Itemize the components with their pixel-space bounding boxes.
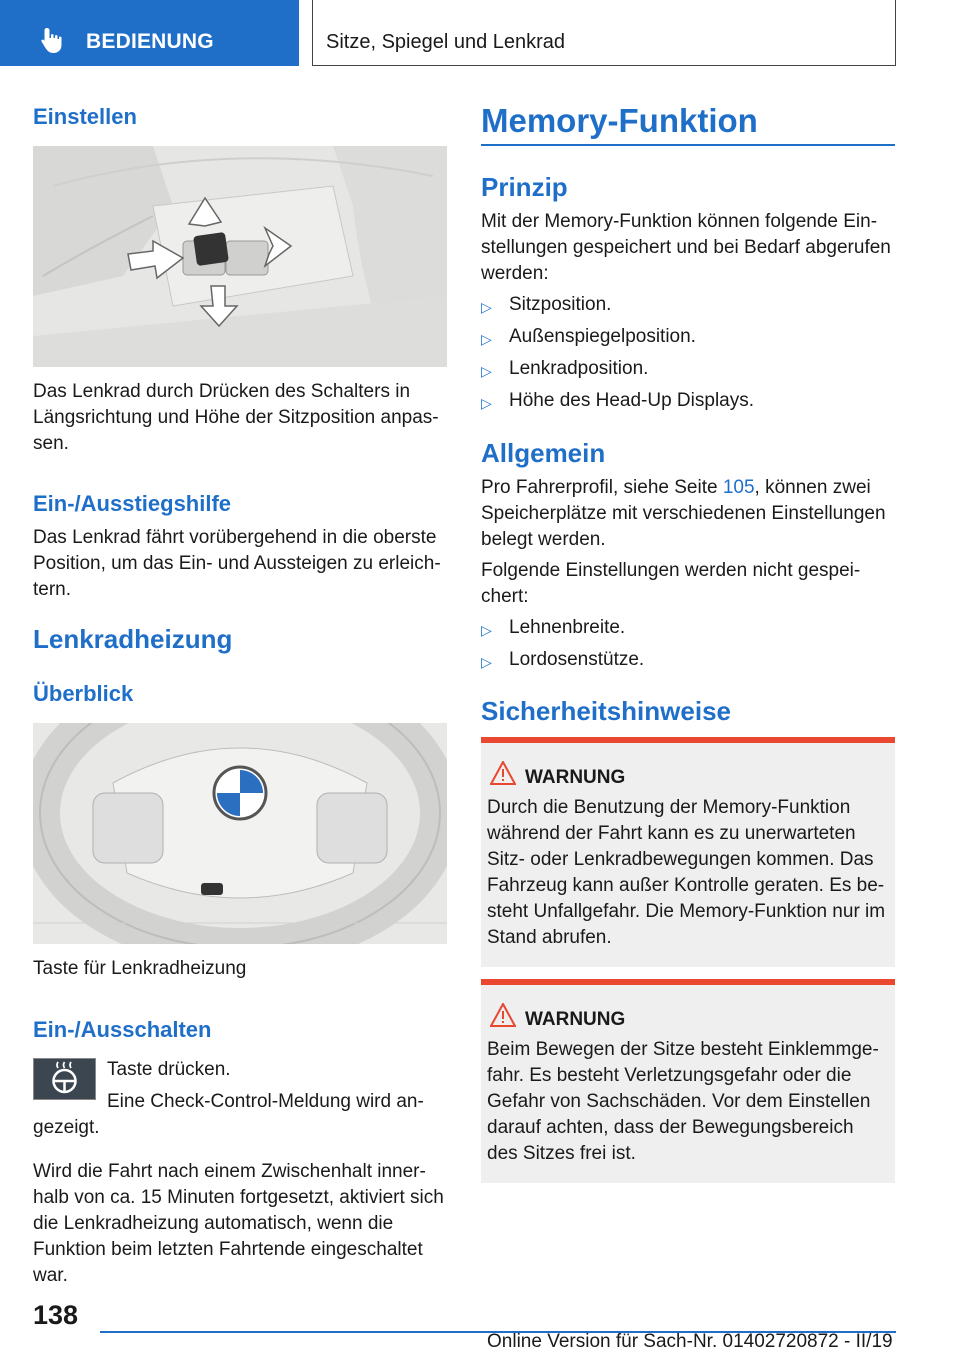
- caption-taste: Taste für Lenkradheizung: [33, 958, 247, 979]
- bullet-triangle-icon: ▷: [481, 331, 492, 347]
- warning-title: WARNUNG: [525, 1009, 626, 1030]
- warning-triangle-icon: [490, 761, 516, 785]
- warning-box-1: [481, 737, 895, 967]
- bullet-triangle-icon: ▷: [481, 299, 492, 315]
- hand-pointer-icon: [38, 26, 66, 54]
- section-tab: [0, 0, 299, 66]
- text-einstellen: Das Lenkrad durch Drücken des Schalters in Längsrichtung und Höhe der Sitzposition anpas-sen.: [33, 381, 439, 454]
- page-number: 138: [33, 1300, 79, 1330]
- heading-memory-funktion: Memory-Funktion: [481, 102, 758, 139]
- text-taste-druecken: Taste drücken.: [107, 1059, 231, 1080]
- heading-einausschalten: Ein-/Ausschalten: [33, 1017, 212, 1042]
- page-link[interactable]: 105: [722, 477, 755, 498]
- warning-text: Durch die Benutzung der Memory-Funktion während der Fahrt kann es zu unerwarteten Sitz- oder Lenkradbewegungen kommen. Das Fahrzeug kann außer Kontrolle geraten. Es be-steht Unfallgefahr. Die Memory-Funktion nur im Stand abrufen.: [487, 797, 886, 948]
- steering-wheel-image: [33, 723, 447, 944]
- bullet-triangle-icon: ▷: [481, 395, 492, 411]
- heading-einstiegshilfe: Ein-/Ausstiegshilfe: [33, 491, 232, 516]
- heading-einstellen: Einstellen: [33, 104, 137, 129]
- bullet-triangle-icon: ▷: [481, 622, 492, 638]
- bullet-triangle-icon: ▷: [481, 363, 492, 379]
- warning-title: WARNUNG: [525, 767, 626, 788]
- text-folgende: Folgende Einstellungen werden nicht gespei-chert:: [481, 560, 861, 607]
- text-meldung-line1: Eine Check-Control-Meldung wird an-: [107, 1091, 424, 1112]
- text-meldung-line2: gezeigt.: [33, 1117, 100, 1138]
- text-allgemein: Pro Fahrerprofil, siehe Seite 105, können zwei Speicherplätze mit verschiedenen Einstellungen belegt werden.: [481, 477, 886, 550]
- warning-triangle-icon: [490, 1003, 516, 1027]
- warning-box-2: [481, 979, 895, 1183]
- chapter-title: Sitze, Spiegel und Lenkrad: [326, 31, 566, 53]
- steering-wheel-heating-icon: [34, 1059, 95, 1099]
- text-fahrt: Wird die Fahrt nach einem Zwischenhalt inner-halb von ca. 15 Minuten fortgesetzt, aktiviert sich die Lenkradheizung automatisch, wenn die Funktion beim letzten Fahrtende eingeschaltet war.: [33, 1161, 444, 1286]
- bullet-triangle-icon: ▷: [481, 654, 492, 670]
- steering-adjust-image: [33, 146, 447, 367]
- steering-column-switch-illustration: [33, 146, 447, 367]
- heading-allgemein: Allgemein: [481, 438, 606, 468]
- text-einstiegshilfe: Das Lenkrad fährt vorübergehend in die oberste Position, um das Ein- und Aussteigen zu erleich-tern.: [33, 527, 441, 600]
- text-prinzip: Mit der Memory-Funktion können folgende Ein-stellungen gespeichert und bei Bedarf abgerufen werden:: [481, 211, 891, 284]
- heading-prinzip: Prinzip: [481, 172, 568, 202]
- steering-wheel-illustration: [33, 723, 447, 944]
- heading-lenkradheizung: Lenkradheizung: [33, 624, 233, 654]
- footer-text: Online Version für Sach-Nr. 01402720872 - II/19: [487, 1331, 893, 1352]
- heating-button-image: [33, 1058, 96, 1100]
- heading-rule: [481, 144, 895, 146]
- warning-text: Beim Bewegen der Sitze besteht Einklemmge-fahr. Es besteht Verletzungsgefahr oder die Gefahr von Sachschäden. Vor dem Einstellen darauf achten, dass der Bewegungsbereich des Sitzes frei ist.: [487, 1039, 879, 1164]
- heading-sicherheitshinweise: Sicherheitshinweise: [481, 696, 731, 726]
- heading-ueberblick: Überblick: [33, 681, 134, 706]
- section-title: BEDIENUNG: [86, 30, 214, 53]
